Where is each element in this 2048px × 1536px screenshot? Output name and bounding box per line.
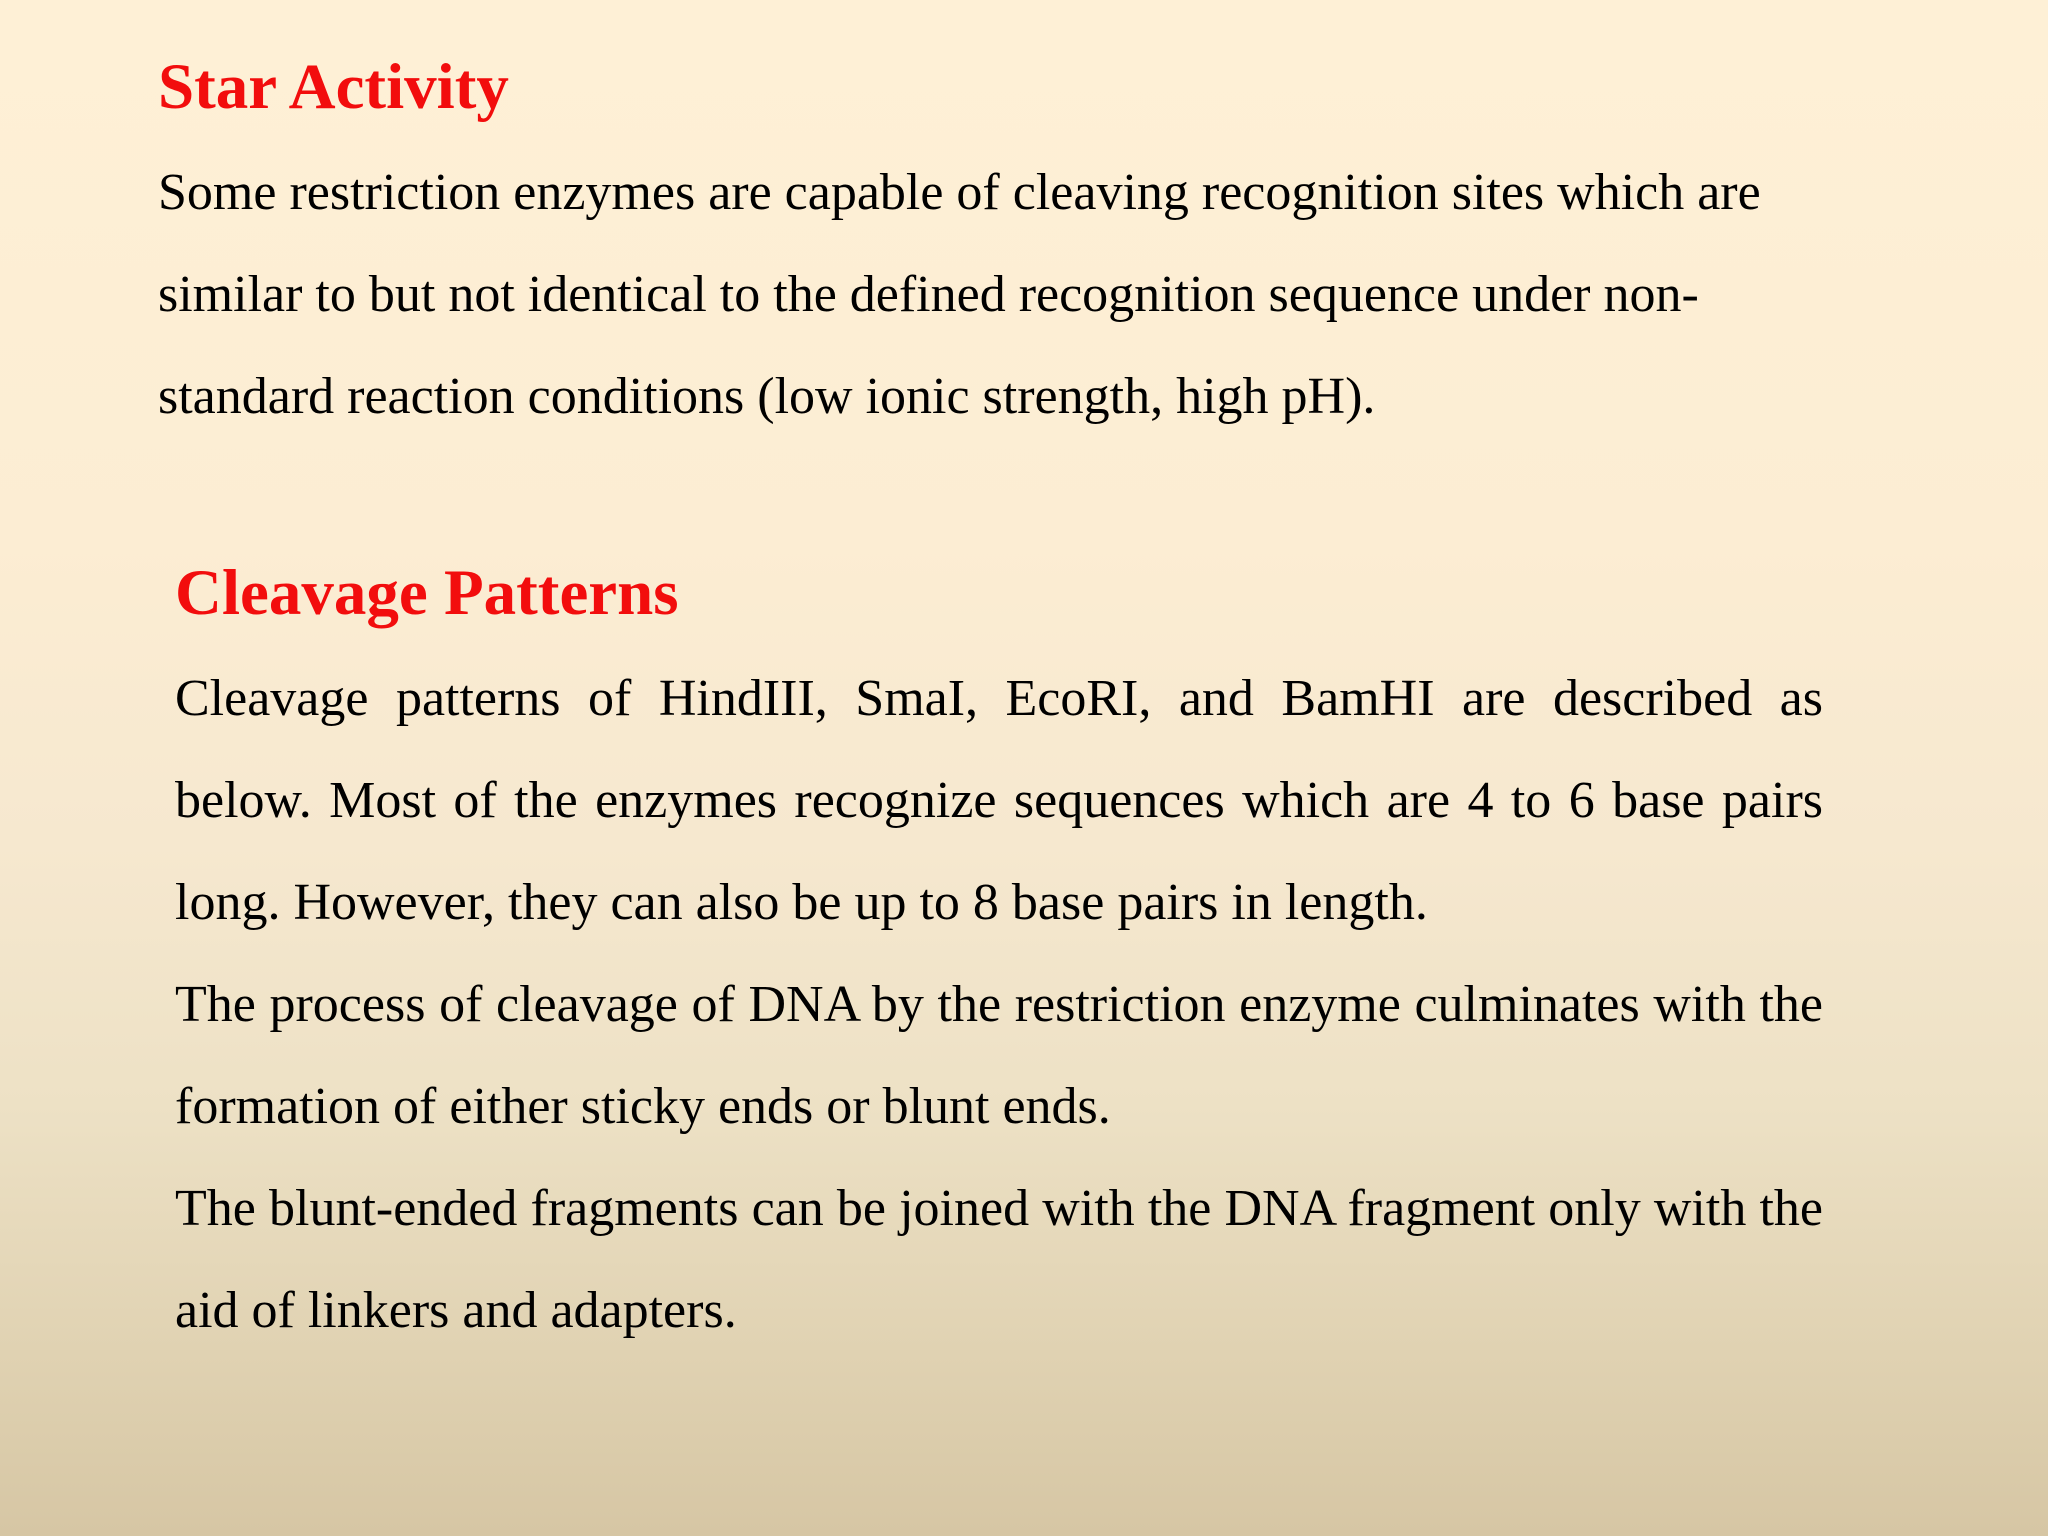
star-activity-section <box>158 42 1838 448</box>
cleavage-paragraph-1: Cleavage patterns of HindIII, SmaI, EcoRI, and BamHI are described as below. Most of the enzymes recognize sequences which are 4 to 6 base pairs long. However, they can also be up to 8 base pairs in length. <box>175 670 1823 931</box>
star-activity-paragraph: Some restriction enzymes are capable of cleaving recognition sites which are similar to but not identical to the defined recognition sequence under non-standard reaction conditions (low ionic strength, high pH). <box>158 164 1761 425</box>
cleavage-paragraph-3: The blunt-ended fragments can be joined with the DNA fragment only with the aid of linkers and adapters. <box>175 1180 1823 1339</box>
cleavage-paragraph-2: The process of cleavage of DNA by the restriction enzyme culminates with the formation of either sticky ends or blunt ends. <box>175 976 1823 1135</box>
star-activity-heading: Star Activity <box>158 51 509 123</box>
cleavage-patterns-heading: Cleavage Patterns <box>175 557 679 629</box>
star-activity-body <box>158 142 1838 448</box>
cleavage-patterns-body <box>175 648 1823 1362</box>
cleavage-patterns-section <box>175 548 1823 1362</box>
